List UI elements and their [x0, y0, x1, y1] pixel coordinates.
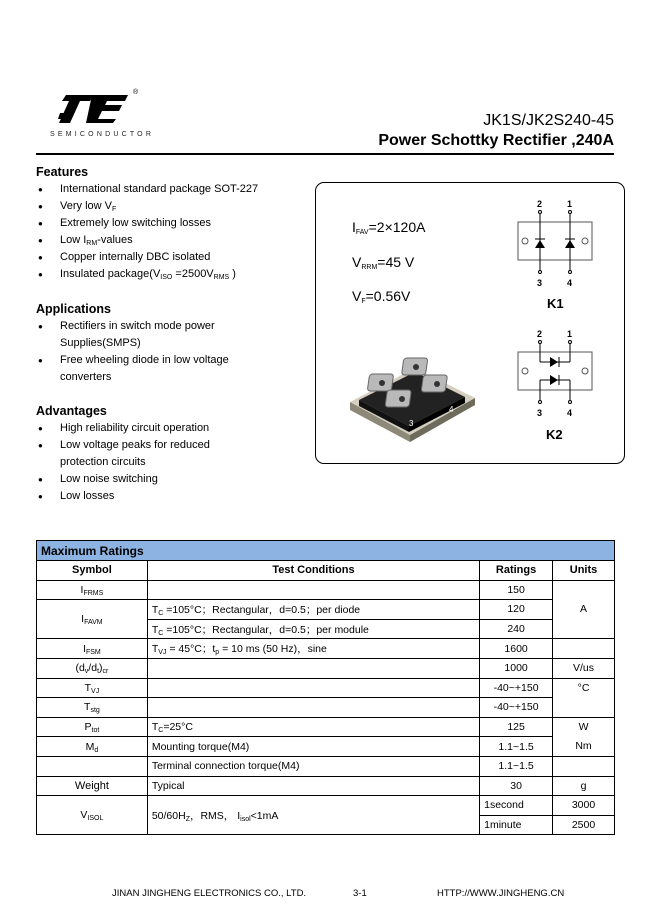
list-item: ● Rectifiers in switch mode power Supplies(SMPS)	[38, 318, 243, 352]
table-row	[37, 600, 615, 620]
pin-label: 1	[567, 199, 573, 209]
header-cell: Test Conditions	[147, 561, 479, 581]
pin-label: 3	[537, 278, 543, 288]
spec-vf: $V_F=0.56V$	[352, 288, 411, 305]
list-item: ● Low losses	[38, 488, 238, 505]
features-title: Features	[36, 165, 89, 179]
condition-cell: $T_C =105^\circ C$；Rectangular，d=0.5；per module	[147, 619, 479, 639]
condition-cell: $50/60H_Z$，RMS， $I_{isol}<1mA$	[147, 796, 479, 835]
rating-cell: 240	[480, 619, 553, 639]
rating-cell: 150	[480, 580, 553, 600]
rating-cell: 1.1~1.5	[480, 737, 553, 757]
condition-cell: Typical	[147, 776, 479, 796]
table-row	[37, 737, 615, 757]
features-list	[38, 181, 288, 283]
table-row	[37, 580, 615, 600]
rating-cell: 1600	[480, 639, 553, 659]
condition-cell: Terminal connection torque(M4)	[147, 756, 479, 776]
header-rule	[36, 153, 614, 155]
table-row	[37, 698, 615, 718]
rating-cell: 1minute	[480, 815, 553, 835]
condition-cell: Mounting torque(M4)	[147, 737, 479, 757]
footer-url: HTTP://WWW.JINGHENG.CN	[437, 888, 565, 899]
unit-cell	[553, 756, 615, 776]
rating-cell: 125	[480, 717, 553, 737]
table-row	[37, 796, 615, 816]
rating-cell: 120	[480, 600, 553, 620]
list-item: ● Low $I_{RM}$-values	[38, 232, 288, 249]
k2-schematic	[512, 328, 597, 423]
list-item: ● International standard package SOT-227	[38, 181, 288, 198]
rating-cell: -40~+150	[480, 698, 553, 718]
company-logo	[56, 93, 132, 125]
package-pin-4: 4	[449, 405, 454, 414]
rating-cell: -40~+150	[480, 678, 553, 698]
package-pin-3: 3	[409, 419, 414, 428]
package-image	[345, 350, 480, 442]
applications-title: Applications	[36, 302, 112, 316]
condition-cell: $T_C =105^\circ C$；Rectangular，d=0.5；per diode	[147, 600, 479, 620]
symbol-cell: Weight	[37, 776, 148, 796]
pin-label: 3	[537, 408, 543, 418]
k1-schematic	[512, 198, 597, 293]
table-header-row	[37, 561, 615, 581]
symbol-cell: $I_{FSM}$	[37, 639, 148, 659]
list-item: ● High reliability circuit operation	[38, 420, 238, 437]
part-number: JK1S/JK2S240-45	[483, 112, 614, 129]
unit-cell: V/us	[553, 658, 615, 678]
list-item: ● Low noise switching	[38, 471, 238, 488]
pin-label: 2	[537, 199, 543, 209]
applications-list	[38, 318, 243, 386]
symbol-cell: $I_{FRMS}$	[37, 580, 148, 600]
spec-vrrm: $V_{RRM}=45$ V	[352, 254, 415, 271]
symbol-cell: $M_d$	[37, 737, 148, 757]
table-title: Maximum Ratings	[37, 541, 615, 561]
k1-label: K1	[547, 296, 564, 311]
rating-cell: 1000	[480, 658, 553, 678]
table-row	[37, 717, 615, 737]
k2-label: K2	[546, 427, 563, 442]
symbol-cell: $P_{tot}$	[37, 717, 148, 737]
table-row	[37, 678, 615, 698]
table-row	[37, 639, 615, 659]
company-subtitle: SEMICONDUCTOR	[50, 131, 155, 138]
list-item: ● Low voltage peaks for reduced protection circuits	[38, 437, 238, 471]
pin-label: 4	[567, 408, 573, 418]
max-ratings-table	[36, 540, 615, 835]
symbol-cell: $T_{stg}$	[37, 698, 148, 718]
condition-cell	[147, 678, 479, 698]
condition-cell	[147, 698, 479, 718]
header-cell: Units	[553, 561, 615, 581]
pin-label: 2	[537, 329, 543, 339]
unit-cell	[553, 639, 615, 659]
condition-cell: $T_{VJ} = 45^\circ C$；$t_p = 10$ ms (50 Hz)，sine	[147, 639, 479, 659]
footer-company: JINAN JINGHENG ELECTRONICS CO., LTD.	[112, 888, 307, 899]
rating-cell: 1second	[480, 796, 553, 816]
symbol-cell: $I_{FAVM}$	[37, 600, 148, 639]
condition-cell	[147, 580, 479, 600]
list-item: ● Insulated $package(V_{ISO} =2500V_{RMS}$ )	[38, 266, 288, 283]
advantages-list	[38, 420, 238, 505]
list-item: ● Free wheeling diode in low voltage converters	[38, 352, 243, 386]
unit-cell: °C	[553, 678, 615, 717]
table-row	[37, 776, 615, 796]
table-row	[37, 756, 615, 776]
unit-cell: 2500	[553, 815, 615, 835]
product-title: Power Schottky Rectifier ,240A	[378, 132, 614, 149]
condition-cell	[147, 658, 479, 678]
rating-cell: 1.1~1.5	[480, 756, 553, 776]
list-item: ● Very low $V_F$	[38, 198, 288, 215]
pin-label: 4	[567, 278, 573, 288]
pin-label: 1	[567, 329, 573, 339]
condition-cell: $T_C=25^\circ C$	[147, 717, 479, 737]
header-cell: Symbol	[37, 561, 148, 581]
list-item: ● Extremely low switching losses	[38, 215, 288, 232]
list-item: ● Copper internally DBC isolated	[38, 249, 288, 266]
symbol-cell	[37, 756, 148, 776]
unit-cell: A	[553, 580, 615, 639]
symbol-cell: $T_{VJ}$	[37, 678, 148, 698]
rating-cell: 30	[480, 776, 553, 796]
advantages-title: Advantages	[36, 404, 107, 418]
registered-mark: ®	[133, 89, 139, 96]
header-cell: Ratings	[480, 561, 553, 581]
unit-cell: 3000	[553, 796, 615, 816]
unit-cell: g	[553, 776, 615, 796]
symbol-cell: $V_{ISOL}$	[37, 796, 148, 835]
unit-cell: W Nm	[553, 717, 615, 756]
symbol-cell: $(d_v/d_t)_{cr}$	[37, 658, 148, 678]
table-row	[37, 658, 615, 678]
footer-page: 3-1	[353, 888, 367, 899]
spec-ifav: $I_{FAV}=2\times 120A$	[352, 219, 426, 236]
table-title-row	[37, 541, 615, 561]
